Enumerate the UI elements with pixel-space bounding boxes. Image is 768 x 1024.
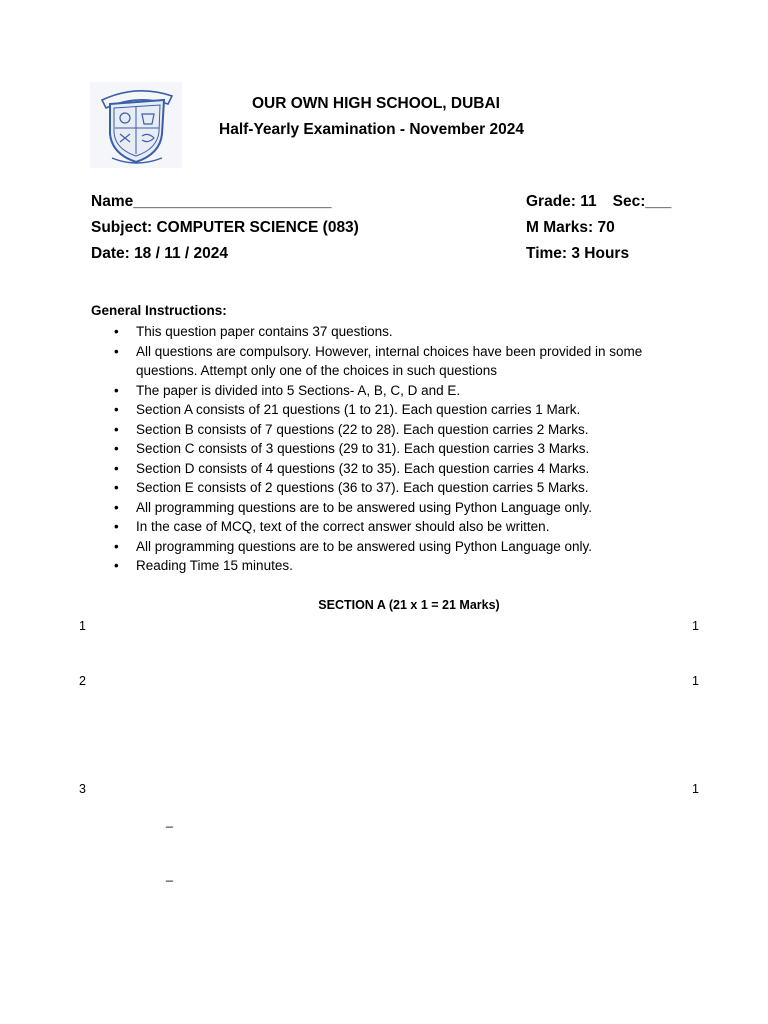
instruction-item: • The paper is divided into 5 Sections- A, B, C, D and E.	[112, 381, 672, 401]
instruction-item: • All programming questions are to be answered using Python Language only.	[112, 498, 672, 518]
grade-label: Grade: 11	[526, 193, 597, 210]
instructions-list	[112, 322, 672, 576]
question-marks: 1	[692, 619, 699, 633]
exam-date-label: Date: 18 / 11 / 2024	[91, 245, 229, 262]
answer-blank: _	[166, 814, 173, 828]
instruction-item: • Section A consists of 21 questions (1 to 21). Each question carries 1 Mark.	[112, 400, 672, 420]
exam-title: Half-Yearly Examination - November 2024	[219, 121, 524, 138]
subject-label: Subject: COMPUTER SCIENCE (083)	[91, 219, 359, 236]
instruction-item: • Section C consists of 3 questions (29 to 31). Each question carries 3 Marks.	[112, 439, 672, 459]
question-marks: 1	[692, 674, 699, 688]
section-label: Sec:___	[612, 193, 672, 210]
answer-blank: _	[166, 868, 173, 882]
question-number: 3	[79, 782, 86, 796]
school-crest-icon	[90, 82, 182, 168]
instruction-item: • Section D consists of 4 questions (32 to 35). Each question carries 4 Marks.	[112, 459, 672, 479]
student-name-field: Name_______________________	[91, 193, 332, 210]
exam-time-label: Time: 3 Hours	[526, 245, 630, 262]
instruction-item: • Reading Time 15 minutes.	[112, 556, 672, 576]
instruction-item: • All questions are compulsory. However, internal choices have been provided in some questions. Attempt only one of the choices in such questions	[112, 342, 672, 381]
instruction-item: • Section E consists of 2 questions (36 to 37). Each question carries 5 Marks.	[112, 478, 672, 498]
general-instructions-heading: General Instructions:	[91, 303, 227, 318]
school-name: OUR OWN HIGH SCHOOL, DUBAI	[252, 95, 500, 112]
instruction-item: • In the case of MCQ, text of the correct answer should also be written.	[112, 517, 672, 537]
question-number: 2	[79, 674, 86, 688]
instruction-item: • This question paper contains 37 questions.	[112, 322, 672, 342]
instruction-item: • All programming questions are to be answered using Python Language only.	[112, 537, 672, 557]
instruction-item: • Section B consists of 7 questions (22 to 28). Each question carries 2 Marks.	[112, 420, 672, 440]
section-a-heading: SECTION A (21 x 1 = 21 Marks)	[318, 598, 500, 612]
grade-section-field	[526, 193, 671, 211]
max-marks-label: M Marks: 70	[526, 219, 615, 236]
question-marks: 1	[692, 782, 699, 796]
question-number: 1	[79, 619, 86, 633]
